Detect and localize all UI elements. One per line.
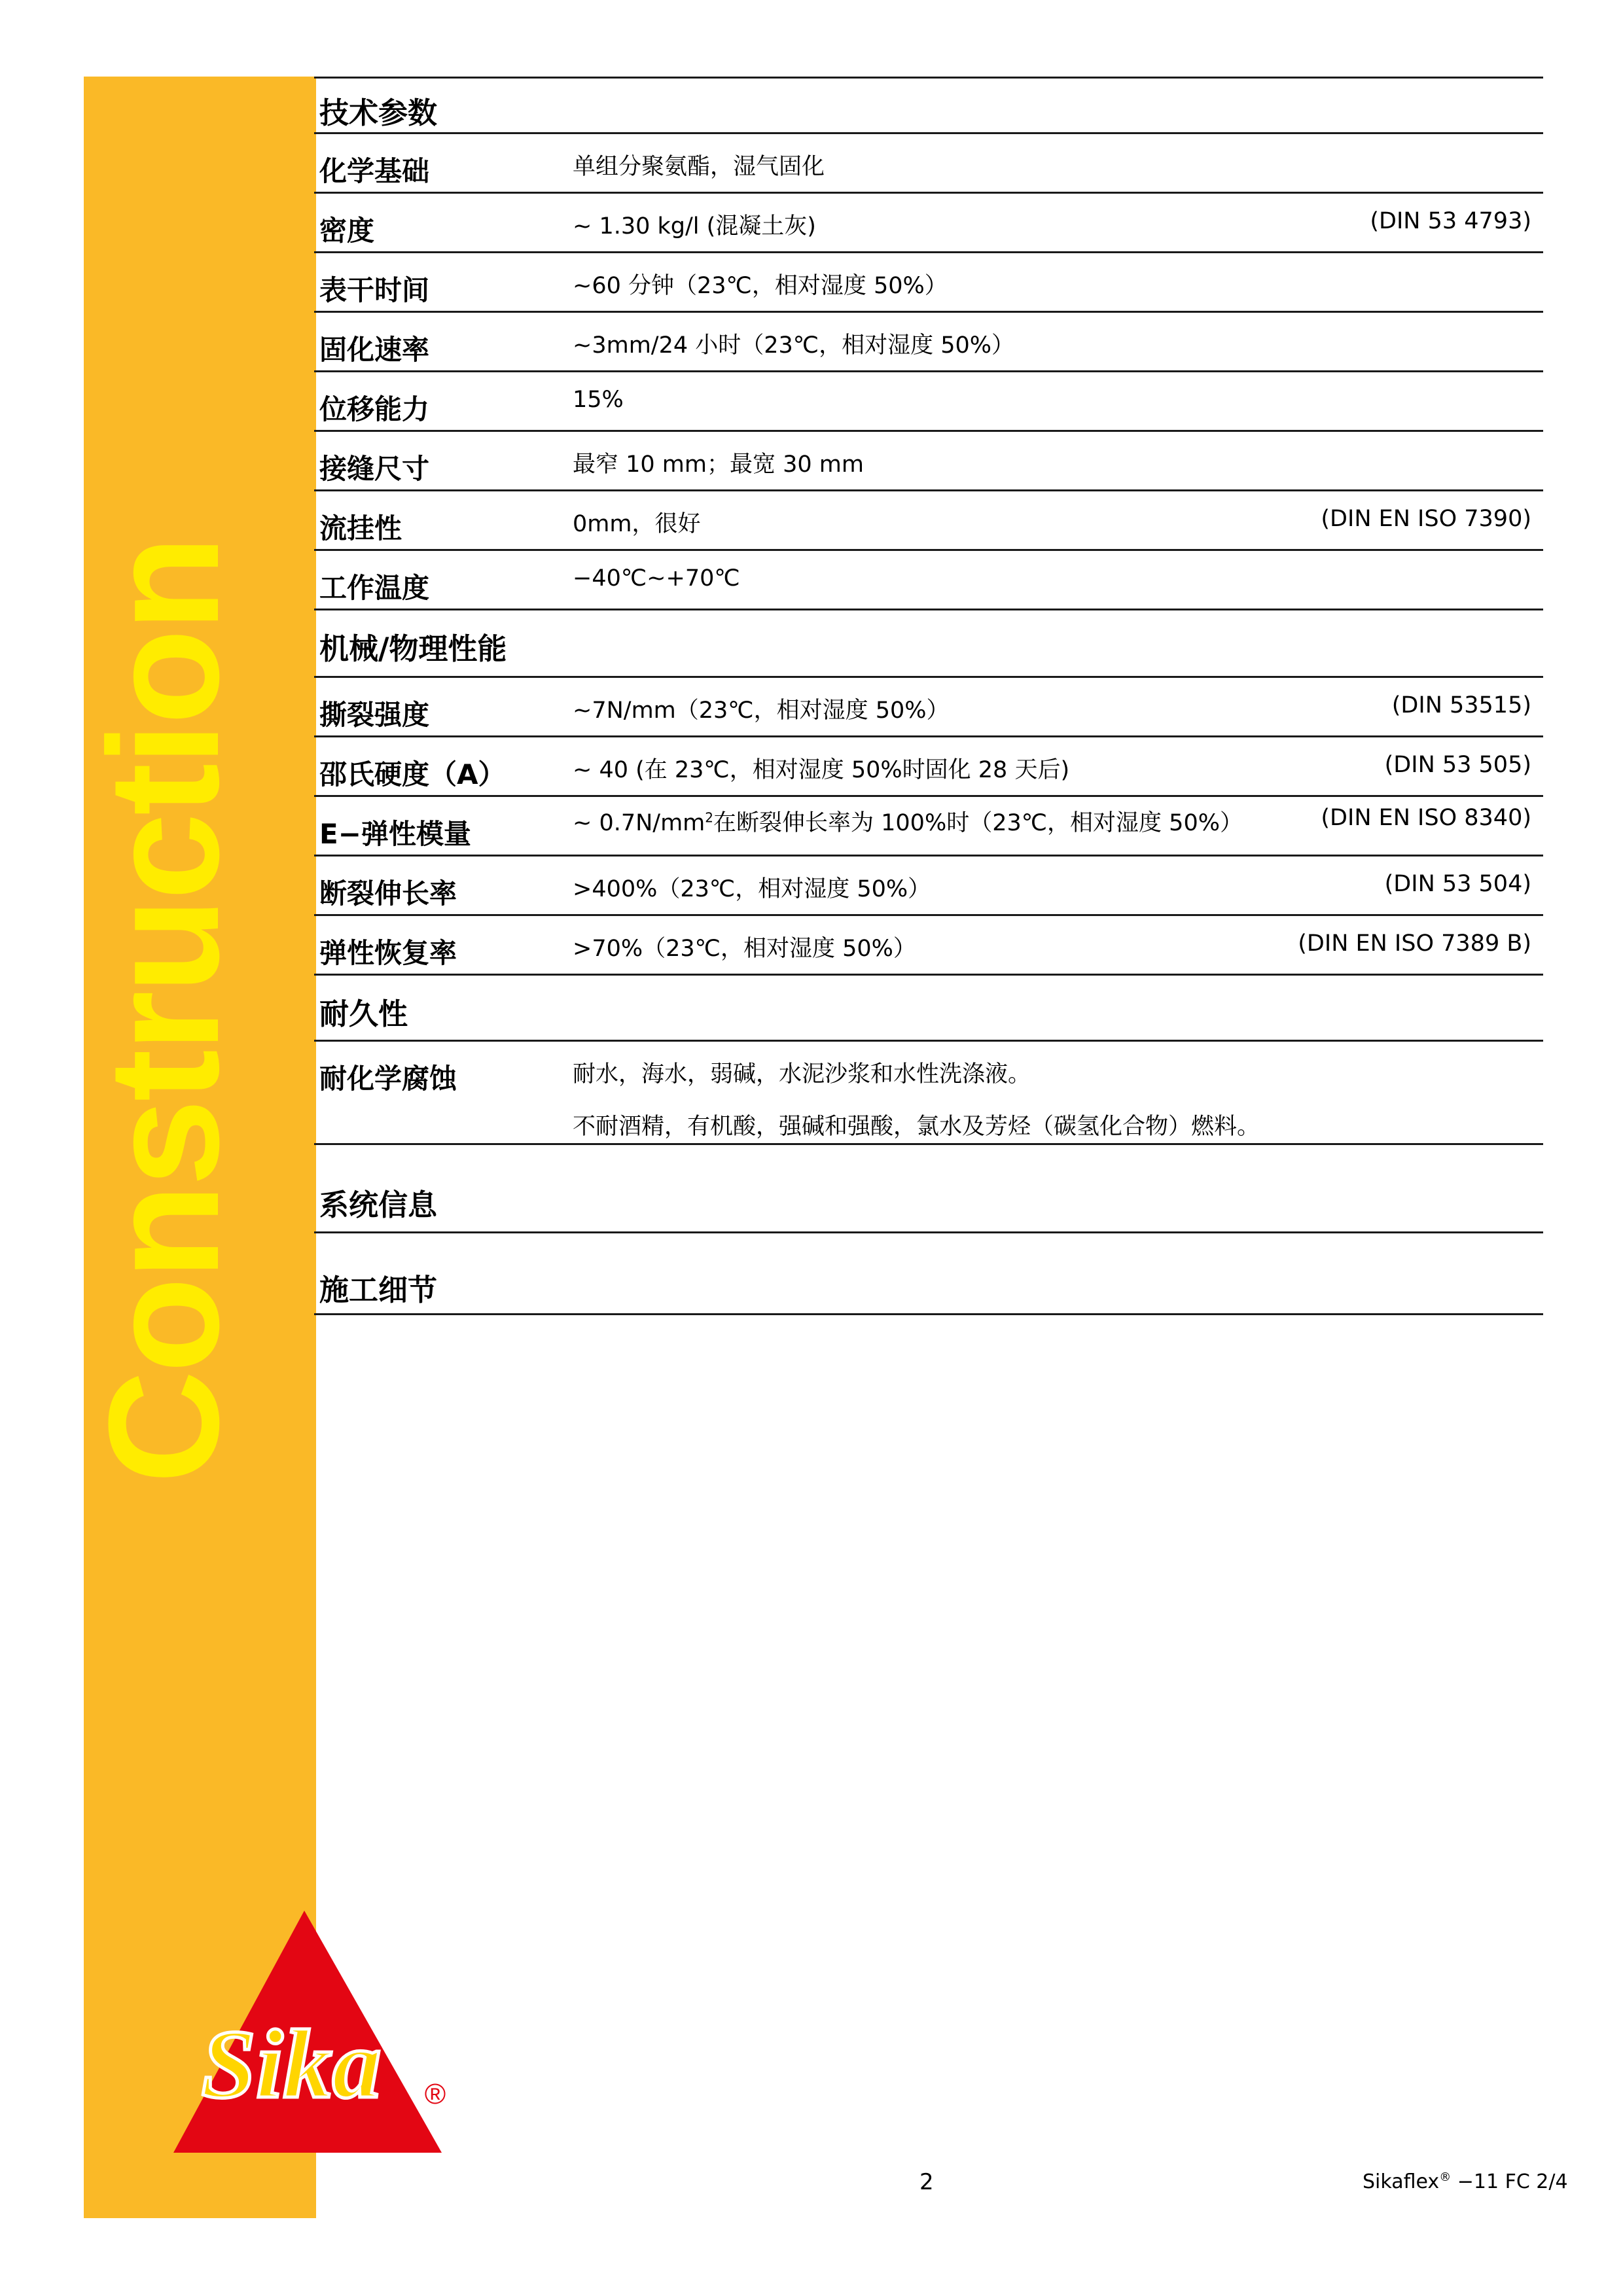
section-title: 耐久性 bbox=[319, 997, 408, 1031]
row-value-line2: 不耐酒精，有机酸，强碱和强酸，氯水及芳烃（碳氢化合物）燃料。 bbox=[573, 1114, 1260, 1140]
table-row bbox=[314, 795, 1543, 855]
row-standard: (DIN EN ISO 7389 B) bbox=[1298, 930, 1531, 957]
table-bottom-rule bbox=[314, 1313, 1543, 1315]
row-label: 流挂性 bbox=[319, 512, 402, 544]
product-page: −11 FC 2/4 bbox=[1451, 2170, 1568, 2193]
product-name: Sikaflex bbox=[1363, 2170, 1440, 2193]
row-value: 0mm，很好 bbox=[573, 511, 701, 537]
row-value bbox=[573, 805, 1243, 838]
row-value: >70%（23℃，相对湿度 50%） bbox=[573, 936, 916, 962]
row-value: 最窄 10 mm；最宽 30 mm bbox=[573, 451, 864, 478]
section-title: 施工细节 bbox=[319, 1273, 438, 1307]
section-mech bbox=[314, 609, 1543, 676]
row-label: 耐化学腐蚀 bbox=[319, 1063, 457, 1095]
table-row bbox=[314, 1040, 1543, 1143]
table-row bbox=[314, 549, 1543, 609]
row-value: 单组分聚氨酯，湿气固化 bbox=[573, 154, 825, 180]
row-standard: (DIN 53515) bbox=[1391, 692, 1531, 718]
section-title: 系统信息 bbox=[319, 1188, 438, 1222]
table-row bbox=[314, 489, 1543, 549]
row-label: 位移能力 bbox=[319, 393, 430, 425]
row-value: ~ 1.30 kg/l (混凝土灰) bbox=[573, 213, 816, 239]
section-title: 机械/物理性能 bbox=[319, 631, 507, 666]
row-value: ~3mm/24 小时（23℃，相对湿度 50%） bbox=[573, 332, 1014, 359]
table-row bbox=[314, 370, 1543, 430]
row-label: 断裂伸长率 bbox=[319, 877, 457, 910]
sidebar-construction-text: Construction bbox=[76, 538, 251, 1484]
row-label: E−弹性模量 bbox=[319, 818, 471, 850]
table-row bbox=[314, 132, 1543, 192]
row-value: 15% bbox=[573, 387, 624, 413]
row-label: 弹性恢复率 bbox=[319, 937, 457, 969]
section-system bbox=[314, 1143, 1543, 1231]
row-standard: (DIN 53 505) bbox=[1384, 752, 1531, 778]
table-row bbox=[314, 914, 1543, 974]
row-value: ~60 分钟（23℃，相对湿度 50%） bbox=[573, 273, 948, 299]
table-row bbox=[314, 855, 1543, 914]
value-post: 在断裂伸长率为 100%时（23℃，相对湿度 50%） bbox=[713, 810, 1243, 836]
row-value: −40℃~+70℃ bbox=[573, 565, 740, 592]
row-label: 邵氏硬度（A） bbox=[319, 758, 506, 790]
row-label: 密度 bbox=[319, 215, 375, 247]
row-label: 固化速率 bbox=[319, 334, 430, 366]
row-standard: (DIN 53 504) bbox=[1384, 871, 1531, 897]
section-title: 技术参数 bbox=[319, 96, 438, 130]
table-row bbox=[314, 251, 1543, 311]
table-row bbox=[314, 192, 1543, 251]
row-standard: (DIN 53 4793) bbox=[1370, 208, 1531, 234]
value-pre: ~ 0.7N/mm bbox=[573, 810, 705, 836]
sika-logo bbox=[173, 1898, 456, 2159]
row-label: 接缝尺寸 bbox=[319, 453, 430, 485]
row-label: 表干时间 bbox=[319, 274, 430, 306]
row-value: ~7N/mm（23℃，相对湿度 50%） bbox=[573, 698, 950, 724]
section-durability bbox=[314, 974, 1543, 1040]
table-row bbox=[314, 311, 1543, 370]
table-row bbox=[314, 735, 1543, 795]
table-row bbox=[314, 430, 1543, 489]
row-label: 化学基础 bbox=[319, 155, 430, 187]
row-standard: (DIN EN ISO 7390) bbox=[1321, 506, 1531, 532]
footer-product bbox=[1363, 2170, 1568, 2193]
section-application bbox=[314, 1231, 1543, 1313]
page-number: 2 bbox=[919, 2169, 934, 2195]
spec-table bbox=[314, 77, 1543, 1315]
row-standard: (DIN EN ISO 8340) bbox=[1321, 805, 1531, 831]
row-value: ~ 40 (在 23℃，相对湿度 50%时固化 28 天后) bbox=[573, 757, 1070, 783]
row-label: 撕裂强度 bbox=[319, 699, 430, 731]
row-value-line1: 耐水，海水，弱碱，水泥沙浆和水性洗涤液。 bbox=[573, 1061, 1031, 1087]
logo-text: Sika bbox=[201, 2010, 382, 2119]
row-label: 工作温度 bbox=[319, 572, 430, 604]
section-tech bbox=[314, 77, 1543, 132]
row-value: >400%（23℃，相对湿度 50%） bbox=[573, 876, 931, 902]
product-registered: ® bbox=[1439, 2170, 1452, 2184]
table-row bbox=[314, 676, 1543, 735]
value-sup: 2 bbox=[705, 809, 714, 826]
logo-registered: ® bbox=[424, 2078, 446, 2110]
